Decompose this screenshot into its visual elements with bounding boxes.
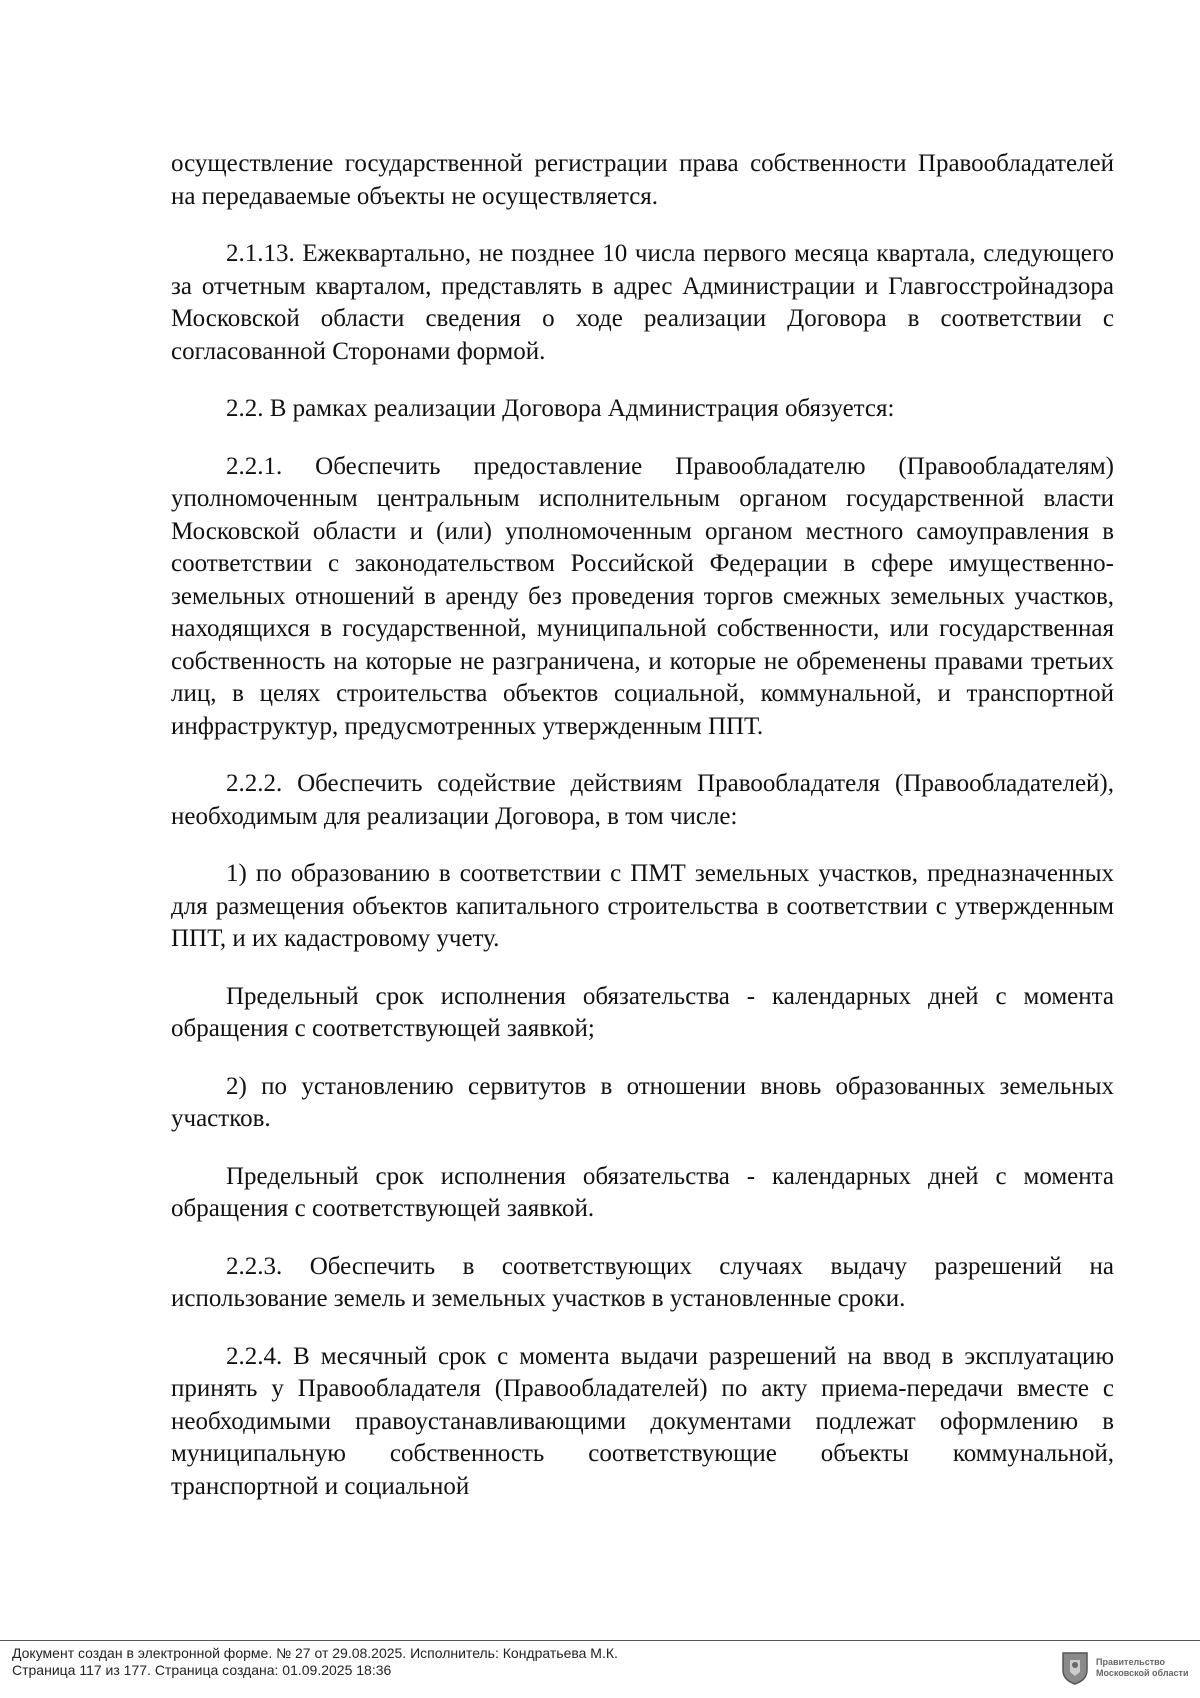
paragraph: 2.1.13. Ежеквартально, не позднее 10 числа первого месяца квартала, следующего за отчетным кварталом, представлять в адрес Администрации и Главгосстройнадзора Московской области сведения о ходе реализации Договора в соответствии с согласованной Сторонами формой.: [171, 240, 1114, 365]
paragraph: 2.2.2. Обеспечить содействие действиям Правообладателя (Правообладателей), необходимым для реализации Договора, в том числе:: [171, 770, 1114, 830]
paragraph: 2.2.4. В месячный срок с момента выдачи разрешений на ввод в эксплуатацию принять у Правообладателя (Правообладателей) по акту приема-передачи вместе с необходимыми правоустанавливающими документами подлежат оформлению в муниципальную собственность соответствующие объекты коммунальной, транспортной и социальной: [171, 1342, 1114, 1500]
paragraph: осуществление государственной регистрации права собственности Правообладателей на передаваемые объекты не осуществляется.: [171, 150, 1114, 210]
document-footer: [0, 1640, 1200, 1698]
footer-divider: [0, 1640, 1200, 1641]
logo-caption-line: Московской области: [1096, 1668, 1189, 1678]
logo-caption-line: Правительство: [1096, 1657, 1166, 1667]
paragraph: 2) по установлению сервитутов в отношении вновь образованных земельных участков.: [171, 1072, 1114, 1132]
paragraph: 2.2.3. Обеспечить в соответствующих случаях выдачу разрешений на использование земель и земельных участков в установленные сроки.: [171, 1252, 1114, 1312]
government-logo: [1060, 1646, 1190, 1690]
logo-caption: [1096, 1657, 1189, 1679]
paragraph: 1) по образованию в соответствии с ПМТ земельных участков, предназначенных для размещения объектов капитального строительства в соответствии с утвержденным ППТ, и их кадастровому учету.: [171, 860, 1114, 952]
footer-document-info: Документ создан в электронной форме. № 27 от 29.08.2025. Исполнитель: Кондратьева М.К.: [12, 1645, 618, 1661]
paragraph: Предельный срок исполнения обязательства - календарных дней с момента обращения с соответствующей заявкой.: [171, 1162, 1114, 1222]
document-body: [171, 148, 1114, 1528]
paragraph: Предельный срок исполнения обязательства - календарных дней с момента обращения с соответствующей заявкой;: [171, 982, 1114, 1042]
paragraph: 2.2.1. Обеспечить предоставление Правообладателю (Правообладателям) уполномоченным центральным исполнительным органом государственной власти Московской области и (или) уполномоченным органом местного самоуправления в соответствии с законодательством Российской Федерации в сфере имущественно-земельных отношений в аренду без проведения торгов смежных земельных участков, находящихся в государственной, муниципальной собственности, или государственная собственность на которые не разграничена, и которые не обременены правами третьих лиц, в целях строительства объектов социальной, коммунальной, и транспортной инфраструктур, предусмотренных утвержденным ППТ.: [171, 452, 1114, 740]
footer-page-info: Страница 117 из 177. Страница создана: 01.09.2025 18:36: [12, 1662, 392, 1678]
coat-of-arms-icon: [1060, 1650, 1090, 1686]
footer-info: [12, 1645, 618, 1679]
paragraph: 2.2. В рамках реализации Договора Администрация обязуется:: [226, 395, 895, 422]
